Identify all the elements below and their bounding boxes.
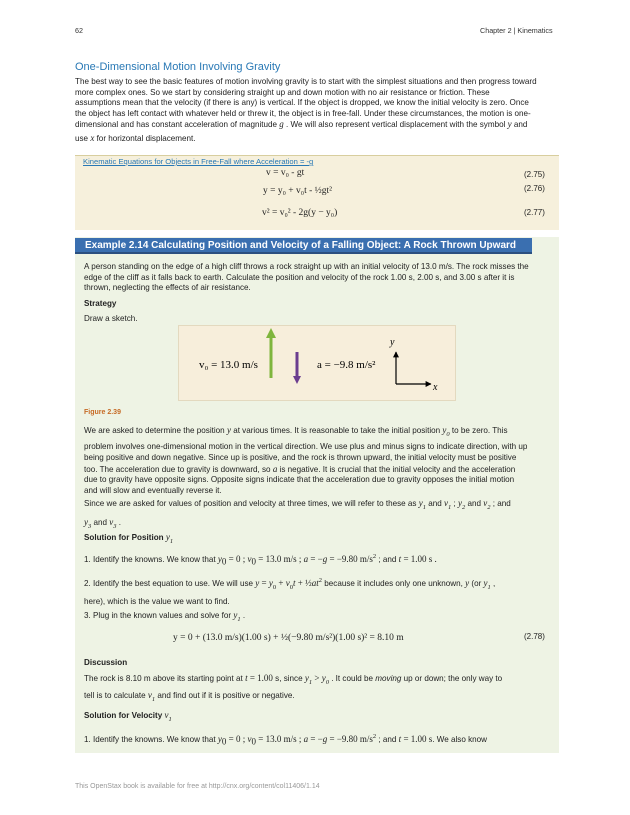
equation-number: (2.76) <box>524 184 545 193</box>
chapter-header: Chapter 2 | Kinematics <box>480 26 553 35</box>
solution-position-heading: Solution for Position $y_1$ <box>84 532 174 545</box>
figure-caption: Figure 2.39 <box>84 409 121 416</box>
equation-number: (2.75) <box>524 170 545 179</box>
y-axis-label: y <box>390 337 395 348</box>
times-paragraph: Since we are asked for values of position and velocity at three times, we will refer to these as $y_1$ and $v_1$ ; $y_2$ and $v_2$ ; and $y_3$ and $v_3$ . <box>84 498 511 531</box>
strategy-heading: Strategy <box>84 298 117 308</box>
equation-number: (2.77) <box>524 208 545 217</box>
acceleration-arrow-head <box>293 376 301 384</box>
step-2: 2. Identify the best equation to use. We will use $y = y_0 + v_0t$ + $\frac{1}{2}at^2$ because it includes only one unknown, y (or $y_1$ , <box>84 577 496 591</box>
footer: This OpenStax book is available for free at http://cnx.org/content/col11406/1.14 <box>75 783 320 790</box>
equation-2-77: v² = v₀² - 2g(y − y₀) <box>262 208 338 218</box>
equation-2-75: v = v₀ - gt <box>266 168 305 178</box>
intro-paragraph: The best way to see the basic features of motion involving gravity is to start with the simplest situations and then progress toward more complex ones. So we start by considering straight up and down motion with no air resistance or friction. These assumptions mean that the velocity (if there is any) is vertical. If the object is dropped, we know the initial velocity is zero. Once the object has left contact with whatever held or threw it, the object is in free-fall. Under these circumstances, the motion is one- dimensional and has constant acceleration of magnitude g . We will also represent vertical displacement with the symbol y and use x for horizontal displacement. <box>75 77 537 143</box>
step-3: 3. Plug in the known values and solve for $y_1$ . <box>84 610 246 623</box>
discussion-text: The rock is 8.10 m above its starting point at t = 1.00 s, since $y_1 > y_0$ . It could be moving up or down; the only way to <box>84 673 503 686</box>
example-title: Example 2.14 Calculating Position and Velocity of a Falling Object: A Rock Thrown Upward <box>75 238 532 254</box>
discussion-heading: Discussion <box>84 658 128 667</box>
discussion-text-2: tell is to calculate $v_1$ and find out if it is positive or negative. <box>84 690 295 703</box>
v0-label: v₀ = 13.0 m/s <box>199 359 258 371</box>
equation-2-76: y = y₀ + v₀t - ½gt² <box>263 186 333 196</box>
solution-velocity-heading: Solution for Velocity $v_1$ <box>84 710 172 723</box>
a-label: a = −9.8 m/s² <box>317 359 376 371</box>
x-axis-label: x <box>433 382 438 393</box>
example-problem: A person standing on the edge of a high cliff throws a rock straight up with an initial velocity of 13.0 m/s. The rock misses the edge of the cliff as it falls back to earth. Calculate the position and velocity of the rock 1.00 s, 2.00 s, and 3.00 s after it is thrown, neglecting the effects of air resistance. Strategy Draw a sketch. <box>84 262 550 325</box>
explanation-paragraph: We are asked to determine the position y at various times. It is reasonable to take the initial position $y_0$ to be zero. This problem involves one-dimensional motion in the vertical direction. We use plus and minus signs to indicate direction, with up being positive and down negative. Since up is positive, and the rock is thrown upward, the initial velocity must be positive too. The acceleration due to gravity is downward, so a is negative. It is crucial that the initial velocity and the acceleration due to gravity have opposite signs. Opposite signs indicate that the acceleration due to gravity opposes the initial motion and will slow and eventually reverse it. <box>84 425 528 495</box>
equation-number: (2.78) <box>524 632 545 641</box>
step-1-velocity: 1. Identify the knowns. We know that $y_0 = 0$ ; $v_0 = 13.0$ m/s ; a = −g = −9.80 $m/s^2$ ; and t = 1.00 s. We also know <box>84 733 487 747</box>
equations-box-title: Kinematic Equations for Objects in Free-Fall where Acceleration = -g <box>83 157 314 166</box>
velocity-arrow-head <box>266 328 276 338</box>
sketch-figure <box>178 325 456 401</box>
equation-2-78: y = 0 + (13.0 m/s)(1.00 s) + ½(−9.80 m/s²)(1.00 s)² = 8.10 m <box>173 633 404 643</box>
step-1: 1. Identify the knowns. We know that $y_0 = 0$ ; $v_0 = 13.0$ m/s ; a = −g = −9.80 $m/s^2$ ; and t = 1.00 s . <box>84 553 437 567</box>
section-title: One-Dimensional Motion Involving Gravity <box>75 61 281 73</box>
step-2-continued: here), which is the value we want to find. <box>84 597 230 606</box>
page-number: 62 <box>75 26 83 35</box>
